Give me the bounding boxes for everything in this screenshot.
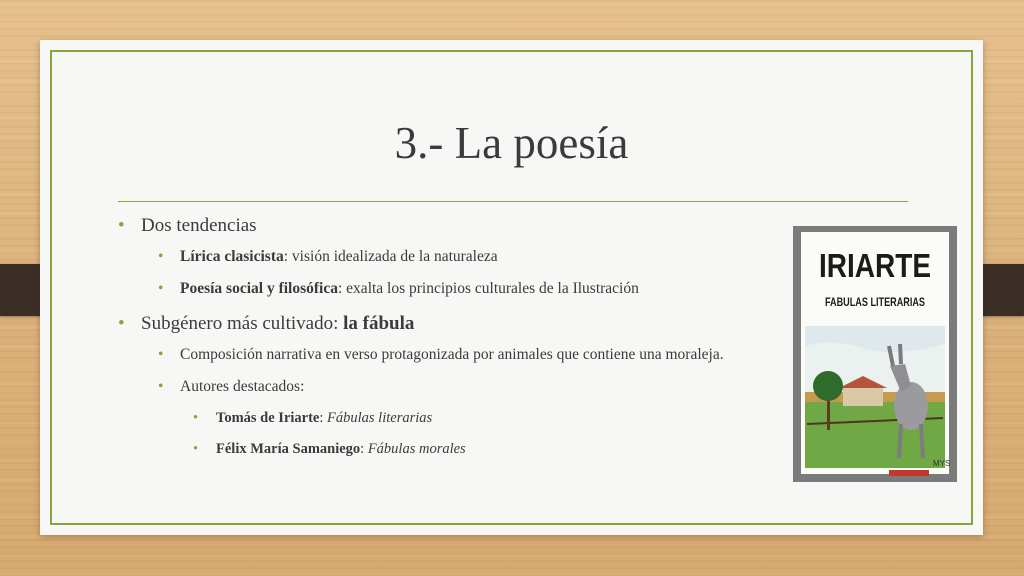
bullet-icon: •	[158, 378, 164, 395]
bullet-autores-destacados	[158, 378, 778, 396]
slide	[40, 40, 983, 535]
bullet-bold-text: Félix María Samaniego	[216, 441, 361, 457]
bullet-poesia-social	[158, 280, 778, 298]
bullet-text: :	[360, 441, 368, 457]
cover-donkey-body	[894, 382, 928, 430]
cover-donkey-leg	[921, 424, 923, 458]
bullet-icon: •	[158, 248, 164, 265]
bullet-icon: •	[193, 441, 199, 457]
cover-donkey-leg	[899, 424, 901, 458]
bullet-bold-text: Lírica clasicista	[180, 248, 284, 265]
bullet-subgenero	[118, 312, 778, 336]
bullet-bold-text: Poesía social y filosófica	[180, 280, 338, 297]
bullet-list	[118, 214, 778, 472]
bullet-icon: •	[118, 313, 125, 334]
bullet-composicion-narrativa	[158, 346, 778, 364]
bullet-icon: •	[158, 346, 164, 363]
bullet-text: : exalta los principios culturales de la Ilustración	[338, 280, 639, 297]
bullet-text: Composición narrativa en verso protagonizada por animales que contiene una moraleja.	[180, 346, 724, 363]
bullet-felix-maria-samaniego	[193, 441, 778, 458]
cover-author-text: IRIARTE	[819, 247, 931, 284]
bullet-tomas-de-iriarte	[193, 410, 778, 427]
cover-signature: MYS	[933, 459, 951, 468]
cover-publisher-mark	[889, 470, 929, 476]
cover-tree-trunk	[827, 396, 830, 430]
cover-title-text: FABULAS LITERARIAS	[825, 295, 925, 309]
bullet-icon: •	[193, 410, 199, 426]
bullet-dos-tendencias	[118, 214, 778, 238]
bullet-italic-text: Fábulas literarias	[327, 410, 433, 426]
cover-house	[843, 386, 883, 406]
bullet-icon: •	[158, 280, 164, 297]
bullet-bold-text: Tomás de Iriarte	[216, 410, 320, 426]
bullet-text: :	[319, 410, 328, 426]
bullet-italic-text: Fábulas morales	[367, 441, 466, 457]
title-divider	[118, 201, 908, 202]
bullet-text: Subgénero más cultivado:	[141, 313, 344, 334]
bullet-text: Autores destacados:	[180, 378, 305, 395]
book-cover-image	[793, 226, 957, 482]
bullet-lirica-clasicista	[158, 248, 778, 266]
bullet-bold-text: la fábula	[343, 313, 415, 334]
cover-donkey-ear	[900, 344, 901, 364]
slide-title: 3.- La poesía	[394, 118, 629, 168]
bullet-text: Dos tendencias	[141, 215, 257, 236]
bullet-text: : visión idealizada de la naturaleza	[283, 248, 498, 265]
cover-tree	[813, 371, 843, 401]
bullet-icon: •	[118, 215, 125, 236]
